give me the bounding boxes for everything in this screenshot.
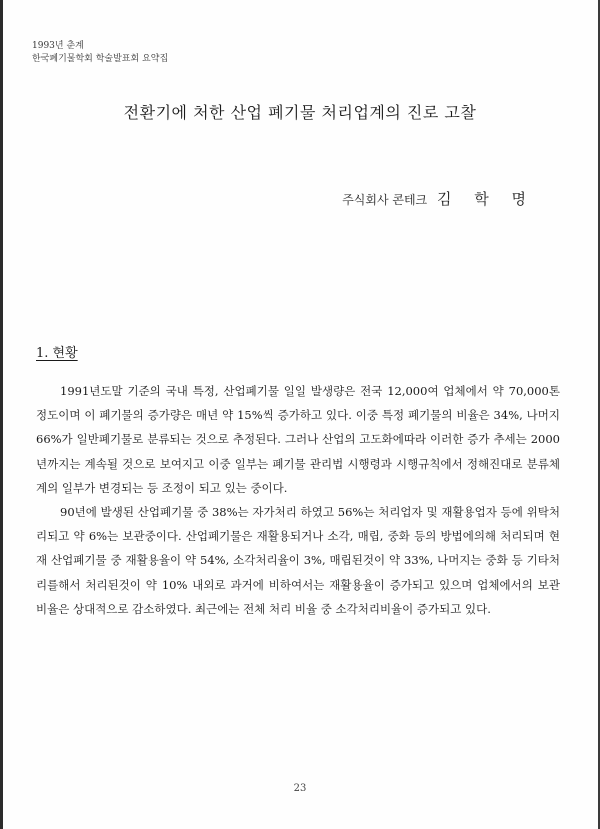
paragraph-2: 90년에 발생된 산업폐기물 중 38%는 자가처리 하였고 56%는 처리업자 및 재활용업자 등에 위탁처리되고 약 6%는 보관중이다. 산업폐기물은 재활용되거나 소각, 매립, 중화 등의 방법에의해 처리되며 현재 산업폐기물 중 재활용율이 약 54%, 소각처리율이 3%, 매립된것이 약 33%, 나머지는 중화 등 기타처리를해서 처리된것이 약 10% 내외로 과거에 비하여서는 재활용율이 증가되고 있으며 업체에서의 보관 비율은 상대적으로 감소하였다. 최근에는 전체 처리 비율 중 소각처리비율이 증가되고 있다. <box>36 505 560 616</box>
body-text <box>36 379 560 621</box>
scan-edge-left <box>0 0 3 829</box>
header-line-2: 한국폐기물학회 학술발표회 요약집 <box>32 54 169 64</box>
section-heading: 1. 현황 <box>36 346 78 361</box>
document-header <box>32 40 168 66</box>
author-name: 김 학 명 <box>436 190 535 208</box>
page-number: 23 <box>293 783 307 794</box>
paragraph-1: 1991년도말 기준의 국내 특정, 산업폐기물 일일 발생량은 전국 12,000여 업체에서 약 70,000톤 정도이며 이 폐기물의 증가량은 매년 약 15%씩 증가하고 있다. 이중 특정 폐기물의 비율은 34%, 나머지 66%가 일반폐기물로 분류되는 것으로 추정된다. 그러나 산업의 고도화에따라 이러한 증가 추세는 2000년까지는 계속될 것으로 보여지고 이중 일부는 폐기물 관리법 시행령과 시행규칙에서 정해진대로 분류체계의 일부가 변경되는 등 조정이 되고 있는 중이다. <box>36 384 560 495</box>
header-line-1: 1993년 춘계 <box>32 41 84 51</box>
author-affiliation: 주식회사 콘테크 <box>342 193 428 207</box>
page-title: 전환기에 처한 산업 폐기물 처리업계의 진로 고찰 <box>123 103 477 122</box>
author-block <box>342 188 535 209</box>
